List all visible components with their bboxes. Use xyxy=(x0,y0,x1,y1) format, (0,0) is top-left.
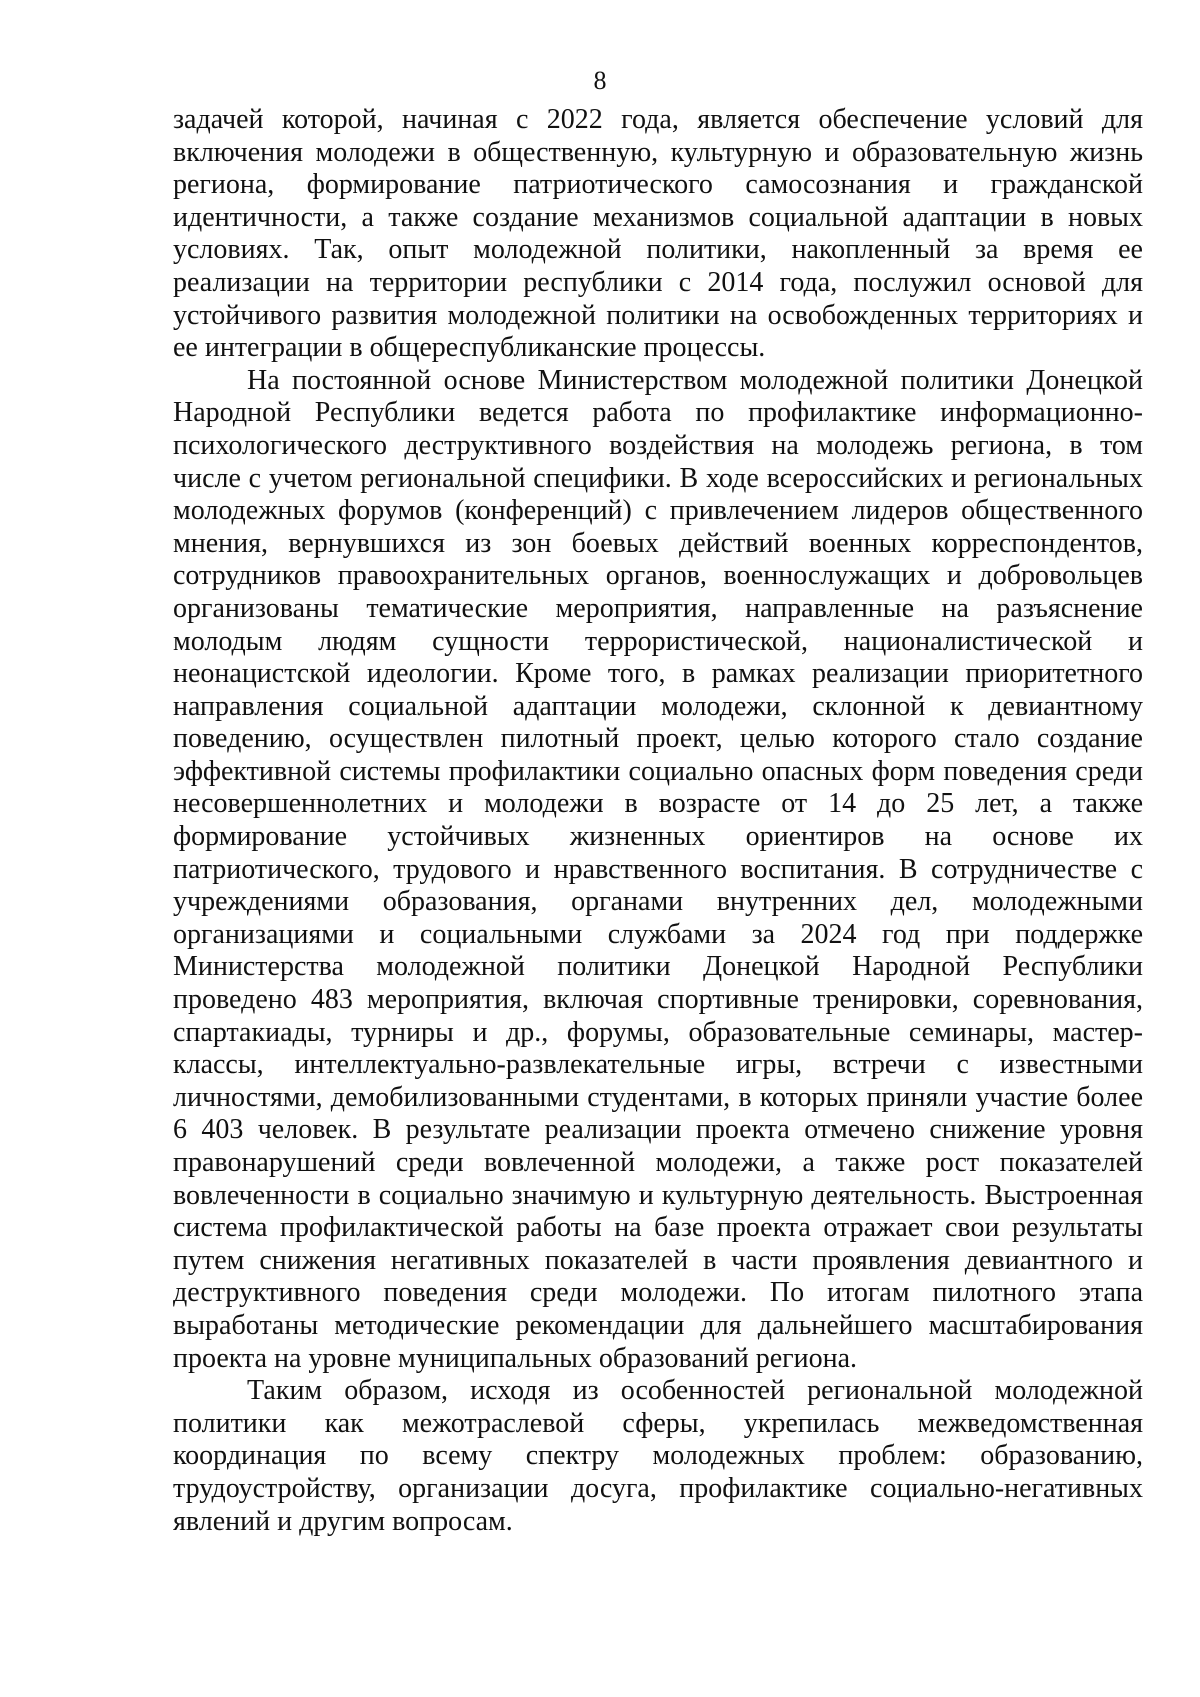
document-body xyxy=(173,104,1143,1538)
page-number: 8 xyxy=(593,66,607,95)
paragraph-prevention-work: На постоянной основе Министерством молодежной политики Донецкой Народной Республики ведется работа по профилактике информационно-психологического деструктивного воздействия на молодежь региона, в том числе с учетом региональной специфики. В ходе всероссийских и региональных молодежных форумов (конференций) с привлечением лидеров общественного мнения, вернувшихся из зон боевых действий военных корреспондентов, сотрудников правоохранительных органов, военнослужащих и добровольцев организованы тематические мероприятия, направленные на разъяснение молодым людям сущности террористической, националистической и неонацистской идеологии. Кроме того, в рамках реализации приоритетного направления социальной адаптации молодежи, склонной к девиантному поведению, осуществлен пилотный проект, целью которого стало создание эффективной системы профилактики социально опасных форм поведения среди несовершеннолетних и молодежи в возрасте от 14 до 25 лет, а также формирование устойчивых жизненных ориентиров на основе их патриотического, трудового и нравственного воспитания. В сотрудничестве с учреждениями образования, органами внутренних дел, молодежными организациями и социальными службами за 2024 год при поддержке Министерства молодежной политики Донецкой Народной Республики проведено 483 мероприятия, включая спортивные тренировки, соревнования, спартакиады, турниры и др., форумы, образовательные семинары, мастер-классы, интеллектуально-развлекательные игры, встречи с известными личностями, демобилизованными студентами, в которых приняли участие более 6 403 человек. В результате реализации проекта отмечено снижение уровня правонарушений среди вовлеченной молодежи, а также рост показателей вовлеченности в социально значимую и культурную деятельность. Выстроенная система профилактической работы на базе проекта отражает свои результаты путем снижения негативных показателей в части проявления девиантного и деструктивного поведения среди молодежи. По итогам пилотного этапа выработаны методические рекомендации для дальнейшего масштабирования проекта на уровне муниципальных образований региона. xyxy=(173,364,1143,1374)
paragraph-conclusion: Таким образом, исходя из особенностей региональной молодежной политики как межотраслевой сферы, укрепилась межведомственная координация по всему спектру молодежных проблем: образованию, трудоустройству, организации досуга, профилактике социально-негативных явлений и другим вопросам. xyxy=(173,1375,1143,1537)
paragraph-continuation: задачей которой, начиная с 2022 года, является обеспечение условий для включения молодежи в общественную, культурную и образовательную жизнь региона, формирование патриотического самосознания и гражданской идентичности, а также создание механизмов социальной адаптации в новых условиях. Так, опыт молодежной политики, накопленный за время ее реализации на территории республики с 2014 года, послужил основой для устойчивого развития молодежной политики на освобожденных территориях и ее интеграции в общереспубликанские процессы. xyxy=(173,104,1143,364)
